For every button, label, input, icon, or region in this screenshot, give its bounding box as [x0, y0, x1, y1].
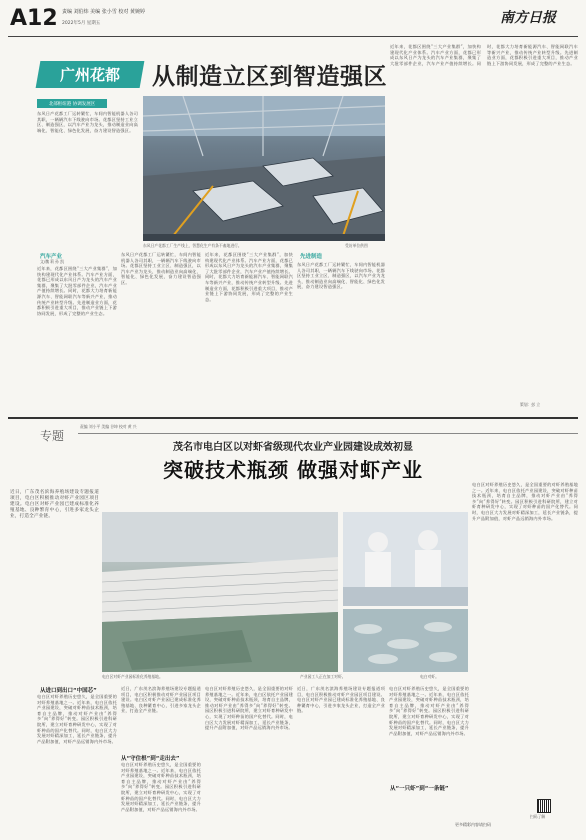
special-col-1: 电白区对虾养殖历史悠久，是全国重要的对虾养殖基地之一。近年来，电白区依托产业园建设，突破对虾种苗技术瓶颈，培育自主品牌，推动对虾产业由“养得多”向“养得好”转变。园区积极引进科研院所，建立对虾育种研发中心，实现了对虾种苗的国产化替代。同时，电白区大力发展对虾精深加工，延长产业链条，提升产品附加值，对虾产品远销海内外市场。 [37, 694, 117, 744]
subhead-root: 从“守住根”到“走出去” [121, 756, 180, 762]
special-headline: 突破技术瓶颈 做强对虾产业 [163, 458, 423, 482]
section-bar [78, 433, 578, 434]
qr-label: 扫码了解 [530, 814, 546, 819]
subhead-mfg: 先进制造 [300, 254, 323, 260]
section-label: 专题 [40, 429, 65, 443]
workers-caption: 产业园工人正在加工对虾。 [300, 674, 346, 679]
lower-column-3: 近年来，花都区围绕“三大产业集群”，加快构建现代化产业体系。汽车产业方面，花都已形成以东风日产为龙头的汽车产业集群，聚集了大批零部件企业，汽车产业产值持续增长。同时，花都大力培育新能源汽车、智能网联汽车等新兴产业，推动传统产业转型升级。先进制造业方面，花都积极引进重大项目，推动产业链上下游协同发展，形成了完整的产业生态。 [205, 252, 293, 302]
factory-photo-caption: 东风日产花都工厂生产线上，智慧化生产有条不紊地进行。 [143, 243, 242, 248]
qr-code[interactable] [537, 799, 551, 813]
special-col-2a: 近日，广东茂名滨海养殖场建设专题报道项目，电白区积极推动对虾产业园区项目建设。电白区对虾产业园已建成标准化养殖基地、良种繁育中心，引进多家龙头企业，打造全产业链。 [121, 686, 201, 714]
aquaculture-caption: 电白区对虾产业园标准化养殖基地。 [102, 674, 163, 679]
workers-photo [343, 512, 468, 606]
special-right-column: 电白区对虾养殖历史悠久，是全国重要的对虾养殖基地之一。近年来，电白区依托产业园建设，突破对虾种苗技术瓶颈，培育自主品牌，推动对虾产业由“养得多”向“养得好”转变。园区积极引进科研院所，建立对虾育种研发中心，实现了对虾种苗的国产化替代。同时，电白区大力发展对虾精深加工，延长产业链条，提升产品附加值，对虾产品远销海内外市场。 [472, 482, 578, 521]
lower-column-2: 东风日产花都工厂运转繁忙，车间内智能机器人各司其职，一辆辆汽车下线驶向市场。花都区坚持工业立区、制造强区，以汽车产业为龙头，推动制造业向高端化、智能化、绿色化发展，奋力建设智造强区。 [121, 252, 201, 285]
shrimp-caption: 电白对虾。 [420, 674, 439, 679]
shrimp-illustration [343, 609, 468, 672]
special-col-3: 电白区对虾养殖历史悠久，是全国重要的对虾养殖基地之一。近年来，电白区依托产业园建设，突破对虾种苗技术瓶颈，培育自主品牌，推动对虾产业由“养得多”向“养得好”转变。园区积极引进科研院所，建立对虾育种研发中心，实现了对虾种苗的国产化替代。同时，电白区大力发展对虾精深加工，延长产业链条，提升产品附加值，对虾产品远销海内外市场。 [205, 686, 293, 731]
lower-column-1: 近年来，花都区围绕“三大产业集群”，加快构建现代化产业体系。汽车产业方面，花都已形成以东风日产为龙头的汽车产业集群，聚集了大批零部件企业，汽车产业产值持续增长。同时，花都大力培育新能源汽车、智能网联汽车等新兴产业，推动传统产业转型升级。先进制造业方面，花都积极引进重大项目，推动产业链上下游协同发展，形成了完整的产业生态。 [37, 266, 117, 316]
factory-photo [143, 96, 385, 241]
district-tag-text: 广州花都 [59, 66, 120, 84]
subtag: 北部枢纽港 协调发展区 [37, 99, 107, 108]
masthead-rule [8, 36, 578, 37]
newspaper-logo: 南方日报 [500, 10, 556, 26]
footer-text: 更多精彩内容请扫码 [455, 822, 491, 827]
subhead-chain: 从“一只虾”到“一条链” [390, 786, 449, 792]
special-lead: 近日，广东茂名滨海养殖场建设专题报道项目，电白区积极推动对虾产业园区项目建设。电白区对虾产业园已建成标准化养殖基地、良种繁育中心，引进多家龙头企业，打造全产业链。 [8, 488, 101, 682]
masthead [0, 0, 586, 36]
lower-column-4: 东风日产花都工厂运转繁忙，车间内智能机器人各司其职，一辆辆汽车下线驶向市场。花都区坚持工业立区、制造强区，以汽车产业为龙头，推动制造业向高端化、智能化、绿色化发展，奋力建设智造强区。 [297, 262, 385, 290]
aquaculture-photo [102, 512, 338, 672]
special-editors: 责编 刘小平 美编 谷坤 校对 黄 兴 [80, 424, 137, 429]
byline-2: 策划：彭 立 [520, 402, 541, 407]
subhead-auto: 汽车产业 [40, 254, 63, 260]
special-kicker: 茂名市电白区以对虾省级现代农业产业园建设成效初显 [173, 442, 413, 453]
subhead-chip: 从进口到出口“中国芯” [40, 688, 97, 694]
top-right-columns: 近年来，花都区围绕“三大产业集群”，加快构建现代化产业体系。汽车产业方面，花都已形成以东风日产为龙头的汽车产业集群，聚集了大批零部件企业，汽车产业产值持续增长。同时，花都大力培育新能源汽车、智能网联汽车等新兴产业，推动传统产业转型升级。先进制造业方面，花都积极引进重大项目，推动产业链上下游协同发展，形成了完整的产业生态。 [390, 44, 578, 66]
byline-1: 文/魏 莉 孙 凯 [40, 259, 64, 264]
masthead-date: 2022年5月 星期五 [62, 21, 101, 26]
top-headline: 从制造立区到智造强区 [152, 64, 387, 90]
masthead-editors: 责编 刘伯炜 美编 张小雪 校对 黄婉婷 [62, 9, 145, 15]
workers-illustration [343, 512, 468, 606]
special-col-5: 电白区对虾养殖历史悠久，是全国重要的对虾养殖基地之一。近年来，电白区依托产业园建设，突破对虾种苗技术瓶颈，培育自主品牌，推动对虾产业由“养得多”向“养得好”转变。园区积极引进科研院所，建立对虾育种研发中心，实现了对虾种苗的国产化替代。同时，电白区大力发展对虾精深加工，延长产业链条，提升产品附加值，对虾产品远销海内外市场。 [389, 686, 469, 736]
section-divider [8, 417, 578, 419]
special-col-4: 近日，广东茂名滨海养殖场建设专题报道项目，电白区积极推动对虾产业园区项目建设。电白区对虾产业园已建成标准化养殖基地、良种繁育中心，引进多家龙头企业，打造全产业链。 [297, 686, 385, 714]
intro-column: 东风日产花都工厂运转繁忙，车间内智能机器人各司其职，一辆辆汽车下线驶向市场。花都区坚持工业立区、制造强区，以汽车产业为龙头，推动制造业向高端化、智能化、绿色化发展，奋力建设智造强区。 [37, 111, 138, 133]
page-number: A12 [10, 6, 58, 31]
special-col-2b: 电白区对虾养殖历史悠久，是全国重要的对虾养殖基地之一。近年来，电白区依托产业园建设，突破对虾种苗技术瓶颈，培育自主品牌，推动对虾产业由“养得多”向“养得好”转变。园区积极引进科研院所，建立对虾育种研发中心，实现了对虾种苗的国产化替代。同时，电白区大力发展对虾精深加工，延长产业链条，提升产品附加值，对虾产品远销海内外市场。 [121, 762, 201, 812]
factory-illustration [143, 96, 385, 241]
aquaculture-illustration [102, 512, 338, 672]
district-tag [36, 61, 145, 88]
factory-photo-credit: 受访单位供图 [345, 243, 368, 248]
shrimp-photo [343, 609, 468, 672]
